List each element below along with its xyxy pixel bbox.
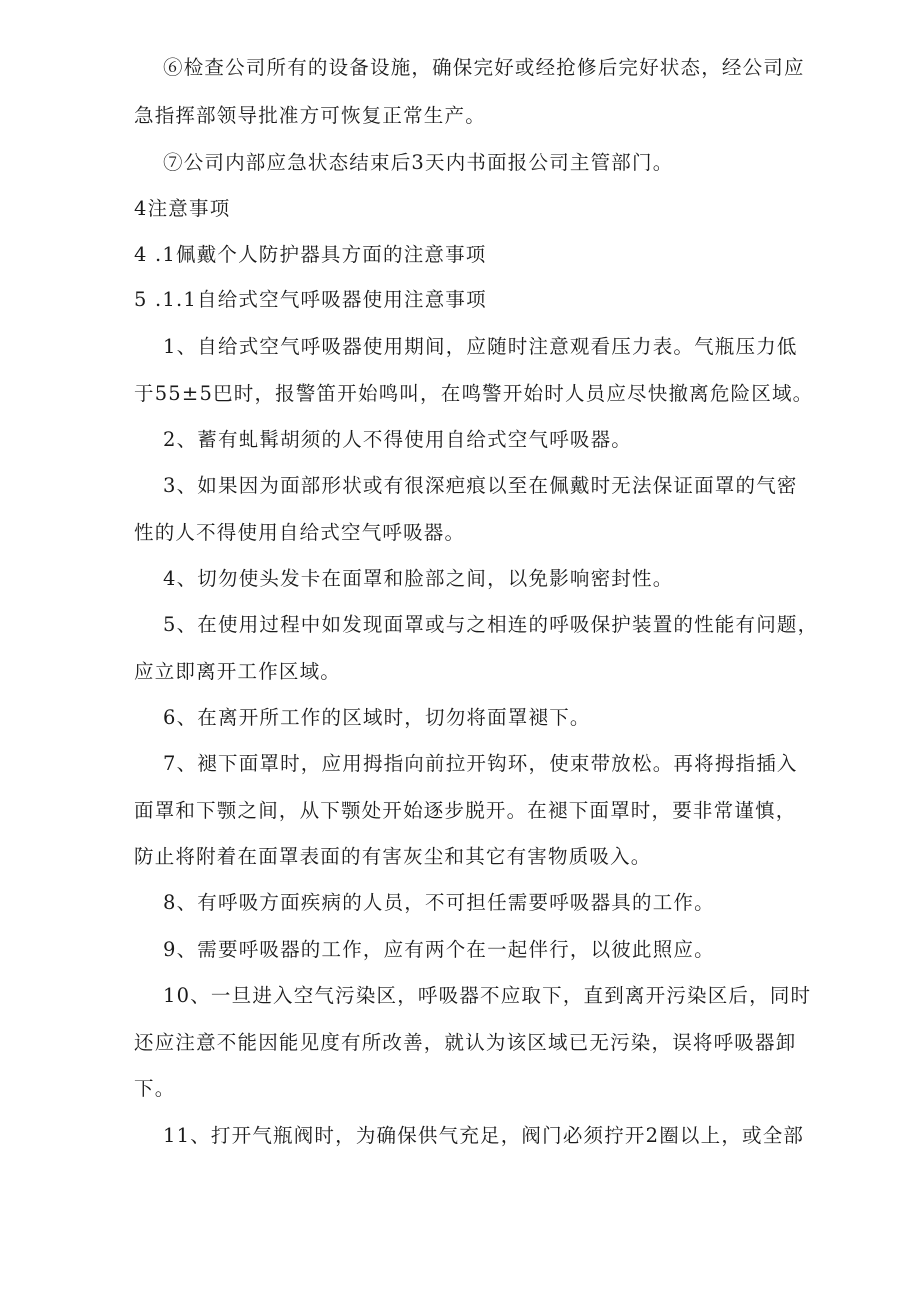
- text-line: 2、蓄有虬髯胡须的人不得使用自给式空气呼吸器。: [163, 428, 633, 451]
- text-line: 4、切勿使头发卡在面罩和脸部之间，以免影响密封性。: [163, 567, 674, 590]
- subsection-heading: 4 .1佩戴个人防护器具方面的注意事项: [134, 243, 487, 266]
- text-line: 于55±5巴时，报警笛开始鸣叫，在鸣警开始时人员应尽快撤离危险区域。: [134, 382, 814, 405]
- text-line: 3、如果因为面部形状或有很深疤痕以至在佩戴时无法保证面罩的气密: [163, 474, 798, 497]
- text-line: 8、有呼吸方面疾病的人员，不可担任需要呼吸器具的工作。: [163, 891, 715, 914]
- text-line: 急指挥部领导批准方可恢复正常生产。: [134, 104, 486, 127]
- text-line: 防止将附着在面罩表面的有害灰尘和其它有害物质吸入。: [134, 845, 652, 868]
- text-line: 10、一旦进入空气污染区，呼吸器不应取下，直到离开污染区后，同时: [163, 984, 812, 1007]
- text-line: 7、褪下面罩时，应用拇指向前拉开钩环，使束带放松。再将拇指插入: [163, 752, 798, 775]
- text-line: ⑦公司内部应急状态结束后3天内书面报公司主管部门。: [163, 151, 674, 174]
- subsection-heading: 5 .1.1自给式空气呼吸器使用注意事项: [134, 288, 487, 311]
- section-heading: 4注意事项: [134, 197, 231, 220]
- text-line: 还应注意不能因能见度有所改善，就认为该区域已无污染，误将呼吸器卸: [134, 1031, 797, 1054]
- text-line: 6、在离开所工作的区域时，切勿将面罩褪下。: [163, 706, 591, 729]
- text-line: 应立即离开工作区域。: [134, 660, 342, 683]
- text-line: 下。: [134, 1077, 176, 1100]
- text-line: 面罩和下颚之间，从下颚处开始逐步脱开。在褪下面罩时，要非常谨慎，: [134, 799, 797, 822]
- text-line: 1、自给式空气呼吸器使用期间，应随时注意观看压力表。气瓶压力低: [163, 335, 798, 358]
- text-line: 9、需要呼吸器的工作，应有两个在一起伴行，以彼此照应。: [163, 938, 715, 961]
- text-line: 性的人不得使用自给式空气呼吸器。: [134, 521, 466, 544]
- text-line: 5、在使用过程中如发现面罩或与之相连的呼吸保护装置的性能有问题，: [163, 613, 819, 636]
- text-line: 11、打开气瓶阀时，为确保供气充足，阀门必须拧开2圈以上，或全部: [163, 1124, 805, 1147]
- text-line: ⑥检查公司所有的设备设施，确保完好或经抢修后完好状态，经公司应: [163, 56, 805, 79]
